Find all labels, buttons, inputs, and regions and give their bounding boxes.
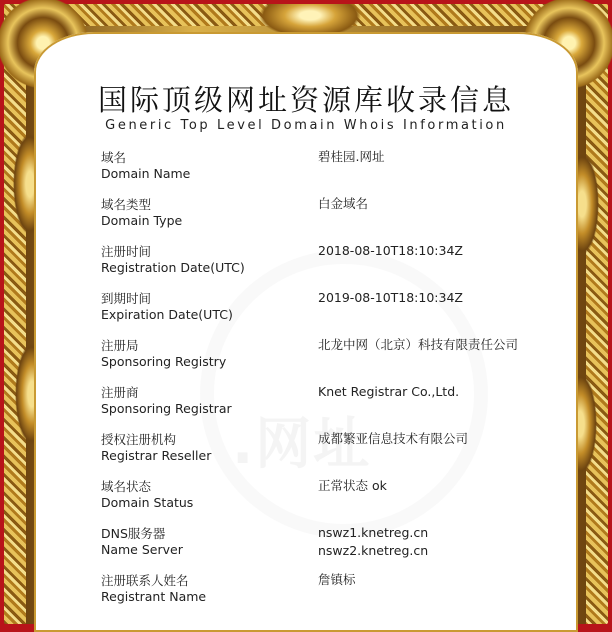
info-row-registrar-reseller xyxy=(101,428,541,475)
info-row-domain-status xyxy=(101,475,541,522)
label-en: Domain Type xyxy=(101,213,183,228)
label-cn: 域名 xyxy=(101,150,127,165)
label-en: Sponsoring Registry xyxy=(101,354,227,369)
value: 北龙中网（北京）科技有限责任公司 xyxy=(318,337,519,352)
page-title: 国际顶级网址资源库收录信息 xyxy=(97,83,514,117)
label-cn: 注册时间 xyxy=(101,244,152,259)
label-en: Name Server xyxy=(101,542,183,557)
label-en: Domain Name xyxy=(101,166,191,181)
label-en: Sponsoring Registrar xyxy=(101,401,232,416)
value: 碧桂园.网址 xyxy=(318,149,385,164)
label-cn: 注册商 xyxy=(101,385,139,400)
value: 成都繁亚信息技术有限公司 xyxy=(318,431,469,446)
label-cn: DNS服务器 xyxy=(101,526,166,541)
info-row-sponsoring-registry xyxy=(101,334,541,381)
info-row-registration-date xyxy=(101,240,541,287)
label-cn: 域名类型 xyxy=(101,197,152,212)
value: 正常状态 ok xyxy=(318,478,387,493)
page-subtitle: Generic Top Level Domain Whois Information xyxy=(105,118,507,133)
name-server-2: nswz2.knetreg.cn xyxy=(318,543,429,558)
label-cn: 域名状态 xyxy=(101,479,152,494)
value: 詹镇标 xyxy=(318,572,356,587)
label-cn: 授权注册机构 xyxy=(101,432,177,447)
value: 2018-08-10T18:10:34Z xyxy=(318,243,463,258)
label-en: Registrant Name xyxy=(101,589,207,604)
label-en: Registrar Reseller xyxy=(101,448,212,463)
info-row-domain-type xyxy=(101,193,541,240)
label-cn: 注册联系人姓名 xyxy=(101,573,189,588)
info-row-domain-name xyxy=(101,146,541,193)
label-cn: 注册局 xyxy=(101,338,139,353)
label-en: Domain Status xyxy=(101,495,194,510)
value xyxy=(318,524,428,560)
whois-info-list xyxy=(101,146,541,616)
info-row-registrant-name xyxy=(101,569,541,616)
info-row-sponsoring-registrar xyxy=(101,381,541,428)
value: Knet Registrar Co.,Ltd. xyxy=(318,384,460,399)
value: 白金域名 xyxy=(318,196,369,211)
label-cn: 到期时间 xyxy=(101,291,152,306)
name-server-1: nswz1.knetreg.cn xyxy=(318,525,429,540)
label-en: Registration Date(UTC) xyxy=(101,260,245,275)
info-row-expiration-date xyxy=(101,287,541,334)
value: 2019-08-10T18:10:34Z xyxy=(318,290,463,305)
info-row-name-server xyxy=(101,522,541,569)
label-en: Expiration Date(UTC) xyxy=(101,307,233,322)
